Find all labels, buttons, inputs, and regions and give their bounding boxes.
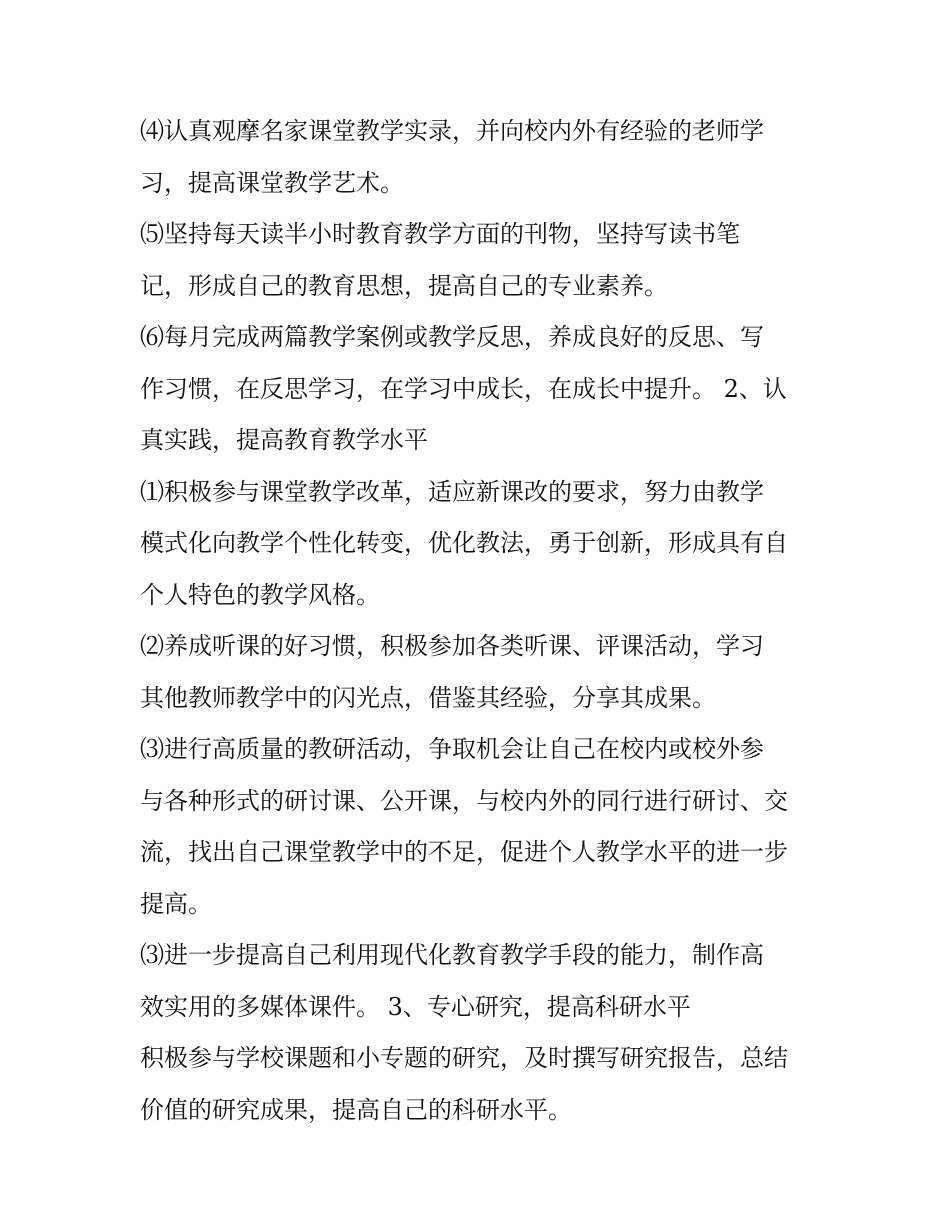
text-line: 记，形成自己的教育思想，提高自己的专业素养。 bbox=[140, 271, 668, 300]
text-line: ⑸坚持每天读半小时教育教学方面的刊物，坚持写读书笔 bbox=[140, 220, 740, 248]
text-line: 模式化向教学个性化转变，优化教法，勇于创新，形成具有自 bbox=[140, 529, 788, 557]
text-line: ⑷认真观摩名家课堂教学实录，并向校内外有经验的老师学 bbox=[140, 117, 764, 145]
text-line: 习，提高课堂教学艺术。 bbox=[140, 168, 404, 197]
text-line: 与各种形式的研讨课、公开课，与校内外的同行进行研讨、交 bbox=[140, 786, 788, 815]
text-line: 真实践，提高教育教学水平 bbox=[140, 426, 428, 454]
document-body bbox=[140, 106, 830, 1136]
text-line: 流，找出自己课堂教学中的不足，促进个人教学水平的进一步 bbox=[140, 838, 788, 866]
text-line: 个人特色的教学风格。 bbox=[140, 580, 380, 609]
text-line: 提高。 bbox=[140, 889, 212, 918]
text-line: 其他教师教学中的闪光点，借鉴其经验，分享其成果。 bbox=[140, 683, 716, 712]
text-line: ⑵养成听课的好习惯，积极参加各类听课、评课活动，学习 bbox=[140, 632, 764, 660]
text-line: 积极参与学校课题和小专题的研究，及时撰写研究报告，总结 bbox=[140, 1044, 788, 1072]
text-line: ⑹每月完成两篇教学案例或教学反思，养成良好的反思、写 bbox=[140, 323, 764, 351]
text-line: ⑴积极参与课堂教学改革，适应新课改的要求，努力由教学 bbox=[140, 477, 764, 506]
text-line: ⑶进一步提高自己利用现代化教育教学手段的能力，制作高 bbox=[140, 941, 764, 969]
text-line: ⑶进行高质量的教研活动，争取机会让自己在校内或校外参 bbox=[140, 735, 764, 763]
text-line: 作习惯，在反思学习，在学习中成长，在成长中提升。 2、认 bbox=[140, 374, 787, 403]
text-line: 价值的研究成果，提高自己的科研水平。 bbox=[140, 1095, 572, 1124]
text-line: 效实用的多媒体课件。 3、专心研究，提高科研水平 bbox=[140, 992, 691, 1021]
